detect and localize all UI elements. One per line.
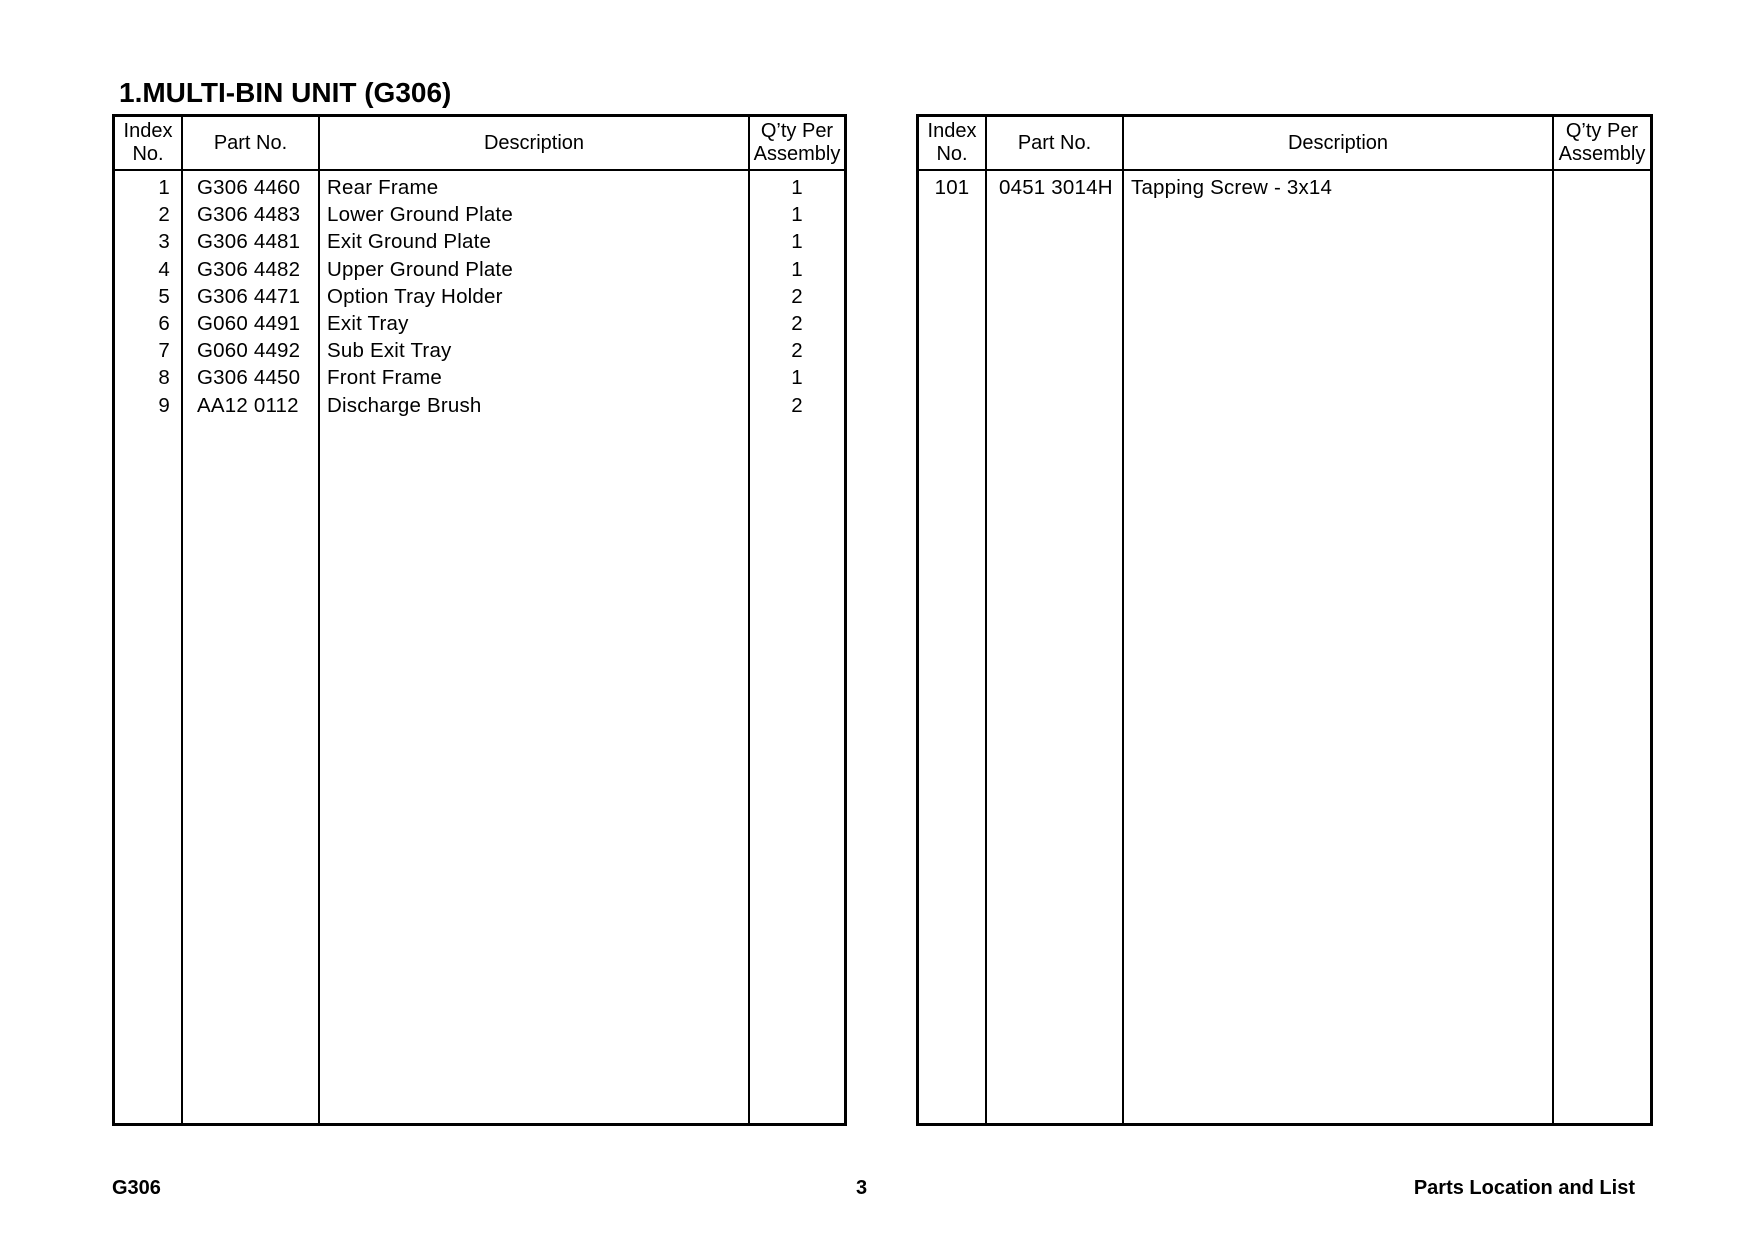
part-no-cell: 0451 3014H (999, 176, 1113, 199)
description-cell: Upper Ground Plate (327, 257, 513, 281)
part-no-cell: G306 4471 (197, 284, 301, 308)
table-row (115, 228, 844, 255)
description-cell: Option Tray Holder (327, 284, 503, 308)
table-body-right (919, 174, 1650, 201)
description-cell: Lower Ground Plate (327, 203, 513, 227)
part-no-cell: G306 4483 (197, 203, 301, 227)
header-part-no: Part No. (213, 131, 288, 154)
index-cell: 3 (158, 230, 170, 254)
qty-cell: 2 (791, 339, 803, 363)
footer-model: G306 (112, 1177, 161, 1199)
header-divider (115, 169, 844, 171)
description-cell: Exit Ground Plate (327, 230, 492, 254)
index-cell: 7 (158, 339, 170, 363)
header-qty: Q’ty Per Assembly (753, 120, 841, 165)
description-cell: Exit Tray (327, 311, 409, 335)
table-row (919, 174, 1650, 201)
parts-table-right (916, 114, 1653, 1126)
parts-table-left (112, 114, 847, 1126)
header-description: Description (1287, 131, 1389, 154)
table-row (115, 283, 844, 310)
qty-cell: 1 (791, 176, 803, 199)
header-divider (919, 169, 1650, 171)
table-row (115, 337, 844, 364)
index-cell: 1 (158, 176, 170, 199)
page-title: 1.MULTI-BIN UNIT (G306) (119, 77, 452, 108)
index-cell: 8 (158, 366, 170, 390)
header-description: Description (483, 131, 585, 154)
column-divider (1122, 117, 1124, 1123)
index-cell: 5 (158, 284, 170, 308)
qty-cell: 1 (791, 230, 803, 254)
table-row (115, 256, 844, 283)
part-no-cell: G060 4492 (197, 339, 301, 363)
part-no-cell: G060 4491 (197, 311, 301, 335)
table-row (115, 174, 844, 201)
part-no-cell: G306 4481 (197, 230, 301, 254)
part-no-cell: AA12 0112 (197, 393, 299, 417)
header-index: Index No. (123, 120, 173, 165)
header-qty: Q’ty Per Assembly (1558, 120, 1646, 165)
description-cell: Front Frame (327, 366, 442, 390)
table-row (115, 201, 844, 228)
table-row (115, 310, 844, 337)
description-cell: Rear Frame (327, 176, 439, 199)
table-row (115, 364, 844, 391)
description-cell: Discharge Brush (327, 393, 482, 417)
qty-cell: 1 (791, 203, 803, 227)
index-cell: 2 (158, 203, 170, 227)
part-no-cell: G306 4482 (197, 257, 301, 281)
footer-page-number: 3 (856, 1177, 868, 1199)
column-divider (1552, 117, 1554, 1123)
qty-cell: 2 (791, 311, 803, 335)
description-cell: Sub Exit Tray (327, 339, 452, 363)
table-row (115, 392, 844, 419)
index-cell: 6 (158, 311, 170, 335)
header-index: Index No. (927, 120, 977, 165)
qty-cell: 1 (791, 257, 803, 281)
part-no-cell: G306 4450 (197, 366, 301, 390)
part-no-cell: G306 4460 (197, 176, 301, 199)
index-cell: 9 (158, 393, 170, 417)
qty-cell: 2 (791, 284, 803, 308)
table-body-left (115, 174, 844, 419)
qty-cell: 1 (791, 366, 803, 390)
qty-cell (1554, 174, 1650, 201)
index-cell: 101 (934, 176, 970, 199)
header-part-no: Part No. (1017, 131, 1092, 154)
index-cell: 4 (158, 257, 170, 281)
description-cell: Tapping Screw - 3x14 (1131, 176, 1333, 199)
qty-cell: 2 (791, 393, 803, 417)
column-divider (985, 117, 987, 1123)
footer-section: Parts Location and List (1413, 1177, 1635, 1199)
